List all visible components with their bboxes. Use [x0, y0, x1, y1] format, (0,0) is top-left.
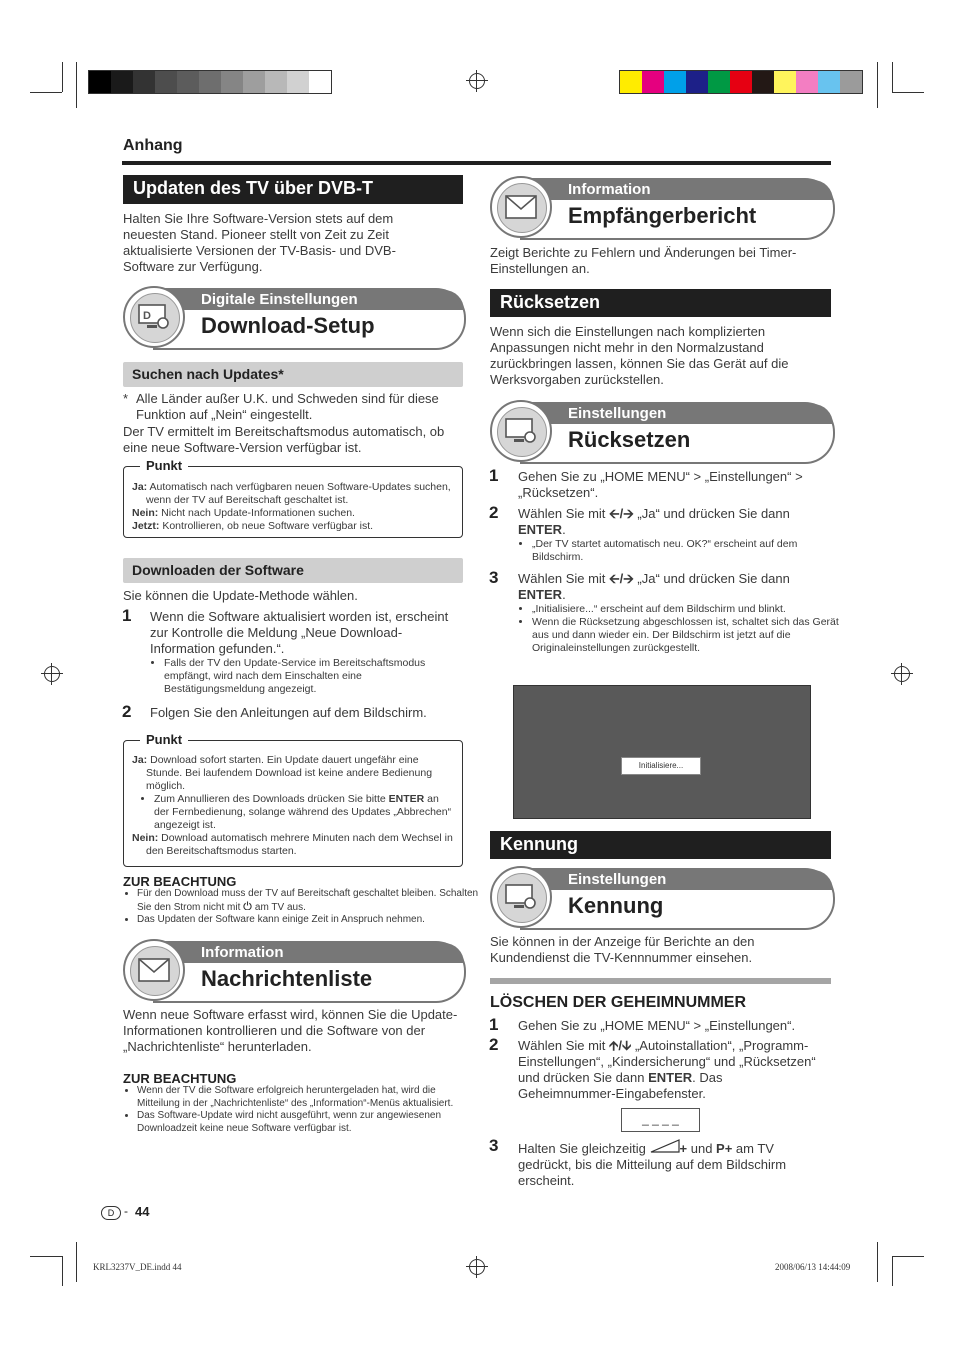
- registration-mark-icon: [894, 666, 910, 682]
- bullet-item: • Wenn die Rücksetzung abgeschlossen ist, schaltet sich das Gerät aus und dann wieder ein. Der Bildschirm ist jetzt auf die Originaleinstellungen zurückgestellt.: [532, 616, 846, 655]
- section-title: Rücksetzen: [490, 289, 831, 317]
- header-rule: [122, 161, 831, 165]
- subsection-title: Downloaden der Software: [123, 558, 463, 583]
- svg-text:D: D: [143, 310, 151, 322]
- enter-key: ENTER: [388, 793, 425, 805]
- step-text: Folgen Sie den Anleitungen auf dem Bildschirm.: [150, 705, 427, 720]
- crop-mark: [62, 1256, 63, 1286]
- crop-mark: [30, 1256, 62, 1257]
- step-text: Wählen Sie mit 🡩/🡫 „Autoinstallation“, „Programm- Einstellungen“, „Kindersicherung“ und „Rücksetzen“ und drücken Sie dann ENTER. Das Geheimnummer-Eingabefenster.: [518, 1038, 816, 1101]
- note-list: [123, 888, 479, 927]
- footnote-mark: *: [123, 391, 129, 406]
- menu-category: Information: [520, 180, 833, 200]
- gray-swatch: [177, 71, 199, 93]
- step-bullets: [518, 603, 846, 655]
- body-text: Zeigt Berichte zu Fehlern und Änderungen bei Timer-Einstellungen an.: [490, 245, 797, 276]
- note-list: [123, 1085, 467, 1135]
- bullet-item: • „Der TV startet automatisch neu. OK?“ erscheint auf dem Bildschirm.: [532, 538, 844, 564]
- color-swatch: [774, 71, 796, 93]
- menu-title: Rücksetzen: [568, 427, 691, 452]
- option-key: Ja:: [132, 481, 148, 493]
- section-title: Kennung: [490, 831, 831, 859]
- bullet-text: Zum Annullieren des Downloads drücken Sie bitte: [154, 793, 389, 805]
- volume-icon: [650, 1139, 680, 1153]
- color-swatch: [664, 71, 686, 93]
- option-desc: Download automatisch mehrere Minuten nach dem Wechsel in den Bereitschaftsmodus starten.: [146, 832, 453, 857]
- color-swatch: [818, 71, 840, 93]
- gray-swatch: [265, 71, 287, 93]
- digital-settings-icon: [137, 302, 171, 332]
- option-desc: Nicht nach Update-Informationen suchen.: [161, 507, 355, 519]
- bullet-text: an der Fernbedienung, solange während des Updates „Abbrechen“ angezeigt ist.: [154, 793, 452, 831]
- option-key: Jetzt:: [132, 520, 160, 532]
- step-number: 1: [489, 466, 499, 485]
- footnote-text: Alle Länder außer U.K. und Schweden sind für diese Funktion auf „Nein“ eingestellt.: [136, 391, 439, 422]
- menu-category: Digitale Einstellungen: [153, 290, 464, 310]
- menu-header: [123, 941, 466, 1003]
- up-down-arrow-icon: 🡩/🡫: [609, 1038, 632, 1053]
- crop-mark: [892, 62, 893, 92]
- registration-mark-icon: [469, 73, 485, 89]
- option-key: Nein:: [132, 507, 159, 519]
- option-desc: Automatisch nach verfügbaren neuen Software-Updates suchen, wenn der TV auf Bereitschaft geschaltet ist.: [146, 481, 451, 506]
- intro-text: Halten Sie Ihre Software-Version stets auf dem neuesten Stand. Pioneer stellt von Zeit zu Zeit aktualisierte Versionen der TV-Basis- und DVB-Software zur Verfügung.: [123, 211, 396, 274]
- subsection-title: Suchen nach Updates*: [123, 362, 463, 387]
- menu-category: Einstellungen: [520, 870, 833, 890]
- crop-mark: [30, 92, 62, 93]
- enter-key: ENTER: [518, 587, 563, 602]
- initialize-message: Initialisiere...: [621, 757, 701, 775]
- subheading: LÖSCHEN DER GEHEIMNUMMER: [490, 994, 747, 1011]
- bullet-item: • Das Software-Update wird nicht ausgeführt, wenn zur angewiesenen Downloadzeit keine neue Software verfügbar ist.: [137, 1110, 467, 1135]
- menu-header: [490, 178, 835, 240]
- step-bullets: [518, 538, 844, 564]
- note-box-label: Punkt: [140, 732, 188, 747]
- tv-settings-icon: [504, 882, 538, 912]
- body-text: Wenn sich die Einstellungen nach komplizierten Anpassungen nicht mehr in den Normalzustand zurückbringen lassen, können Sie das Gerät auf die Werksvorgaben zurückstellen.: [490, 324, 789, 387]
- crop-mark: [877, 62, 878, 108]
- step-bullets: [150, 657, 464, 696]
- gray-swatch: [199, 71, 221, 93]
- body-text: Sie können in der Anzeige für Berichte an den Kundendienst die TV-Kennnummer einsehen.: [490, 934, 755, 965]
- option-desc: Kontrollieren, ob neue Software verfügbar ist.: [162, 520, 374, 532]
- color-swatch: [686, 71, 708, 93]
- step-number: 1: [489, 1015, 499, 1034]
- gray-swatch: [133, 71, 155, 93]
- crop-mark: [892, 92, 924, 93]
- bullet-item: • Falls der TV den Update-Service im Bereitschaftsmodus empfängt, wird nach dem Einschalten eine Bestätigungsmeldung angezeigt.: [164, 657, 464, 696]
- note-box-label: Punkt: [140, 458, 188, 473]
- registration-mark-icon: [469, 1259, 485, 1275]
- gray-swatch: [309, 71, 331, 93]
- crop-mark: [62, 62, 63, 92]
- menu-header: [490, 868, 835, 930]
- registration-mark-icon: [44, 666, 60, 682]
- note-item: • Das Updaten der Software kann einige Zeit in Anspruch nehmen.: [137, 914, 479, 927]
- color-swatch: [796, 71, 818, 93]
- note-box: [123, 458, 463, 538]
- page-dash: -: [124, 1204, 128, 1218]
- menu-title: Empfängerbericht: [568, 203, 757, 228]
- file-name: KRL3237V_DE.indd 44: [93, 1262, 182, 1272]
- menu-category: Einstellungen: [520, 404, 833, 424]
- body-text: Wenn neue Software erfasst wird, können Sie die Update-Informationen kontrollieren und die Software von der „Nachrichtenliste“ herunterladen.: [123, 1007, 458, 1054]
- enter-key: ENTER: [648, 1070, 693, 1085]
- note-box: [123, 732, 463, 867]
- option-key: Nein:: [132, 832, 159, 844]
- color-calibration-bar: [619, 70, 863, 94]
- envelope-icon: [137, 955, 171, 985]
- crop-mark: [76, 62, 77, 108]
- crop-mark: [892, 1256, 924, 1257]
- menu-category: Information: [153, 943, 464, 963]
- option-key: Ja:: [132, 754, 148, 766]
- crop-mark: [877, 1242, 878, 1282]
- pin-entry-box: _ _ _ _: [621, 1108, 700, 1132]
- color-swatch: [620, 71, 642, 93]
- body-text: Der TV ermittelt im Bereitschaftsmodus automatisch, ob eine neue Software-Version verfügbar ist.: [123, 424, 445, 455]
- step-text: Wählen Sie mit 🡨/🡪 „Ja“ und drücken Sie dann ENTER.: [518, 506, 790, 537]
- bullet-item: • Wenn der TV die Software erfolgreich heruntergeladen hat, wird die Mitteilung in der „Nachrichtenliste“ des „Information“-Menüs aktualisiert.: [137, 1085, 467, 1110]
- envelope-icon: [504, 192, 538, 222]
- note-item: • Für den Download muss der TV auf Bereitschaft geschaltet bleiben. Schalten Sie den Strom nicht mit am TV aus.: [137, 888, 479, 914]
- page-number: 44: [135, 1204, 150, 1219]
- tv-settings-icon: [504, 416, 538, 446]
- gray-swatch: [89, 71, 111, 93]
- body-text: Sie können die Update-Methode wählen.: [123, 588, 358, 603]
- language-badge: D: [101, 1206, 121, 1220]
- step-number: 3: [489, 1136, 499, 1155]
- bullet-item: • „Initialisiere...“ erscheint auf dem Bildschirm und blinkt.: [532, 603, 846, 616]
- color-swatch: [840, 71, 862, 93]
- step-number: 2: [122, 702, 132, 721]
- step-text: Gehen Sie zu „HOME MENU“ > „Einstellungen“.: [518, 1018, 796, 1033]
- gray-swatch: [111, 71, 133, 93]
- print-date: 2008/06/13 14:44:09: [775, 1262, 851, 1272]
- step-text: Wählen Sie mit 🡨/🡪 „Ja“ und drücken Sie dann ENTER.: [518, 571, 790, 602]
- menu-title: Kennung: [568, 893, 664, 918]
- tv-screen-preview: [513, 685, 811, 819]
- left-right-arrow-icon: 🡨/🡪: [609, 506, 634, 521]
- menu-title: Download-Setup: [201, 313, 375, 338]
- power-icon: [243, 901, 252, 910]
- option-row: [132, 481, 454, 507]
- menu-header: [123, 288, 466, 350]
- note-heading: ZUR BEACHTUNG: [123, 874, 237, 889]
- color-swatch: [752, 71, 774, 93]
- divider: [490, 978, 831, 984]
- gray-swatch: [155, 71, 177, 93]
- color-swatch: [730, 71, 752, 93]
- gray-swatch: [243, 71, 265, 93]
- gray-swatch: [221, 71, 243, 93]
- step-number: 2: [489, 503, 499, 522]
- crop-mark: [892, 1256, 893, 1286]
- step-text: Halten Sie gleichzeitig + und P+ am TV gedrückt, bis die Mitteilung auf dem Bildschirm erscheint.: [518, 1141, 787, 1188]
- menu-header: [490, 402, 835, 464]
- option-row: [132, 520, 454, 533]
- step-number: 2: [489, 1035, 499, 1054]
- note-heading: ZUR BEACHTUNG: [123, 1071, 237, 1086]
- option-row: [132, 507, 454, 520]
- step-text: Wenn die Software aktualisiert worden ist, erscheint zur Kontrolle die Meldung „Neue Download-Information gefunden.“.: [150, 609, 449, 656]
- option-desc: Download sofort starten. Ein Update dauert ungefähr eine Stunde. Bei laufendem Download ist keine andere Bedienung möglich.: [146, 754, 433, 792]
- color-swatch: [642, 71, 664, 93]
- enter-key: ENTER: [518, 522, 563, 537]
- step-number: 1: [122, 606, 132, 625]
- gray-swatch: [287, 71, 309, 93]
- step-text: Gehen Sie zu „HOME MENU“ > „Einstellungen“ > „Rücksetzen“.: [518, 469, 803, 500]
- crop-mark: [76, 1242, 77, 1282]
- left-right-arrow-icon: 🡨/🡪: [609, 571, 634, 586]
- section-header: Anhang: [123, 137, 183, 154]
- step-number: 3: [489, 568, 499, 587]
- color-swatch: [708, 71, 730, 93]
- gray-calibration-bar: [88, 70, 332, 94]
- menu-title: Nachrichtenliste: [201, 966, 373, 991]
- section-title: Updaten des TV über DVB-T: [123, 175, 463, 204]
